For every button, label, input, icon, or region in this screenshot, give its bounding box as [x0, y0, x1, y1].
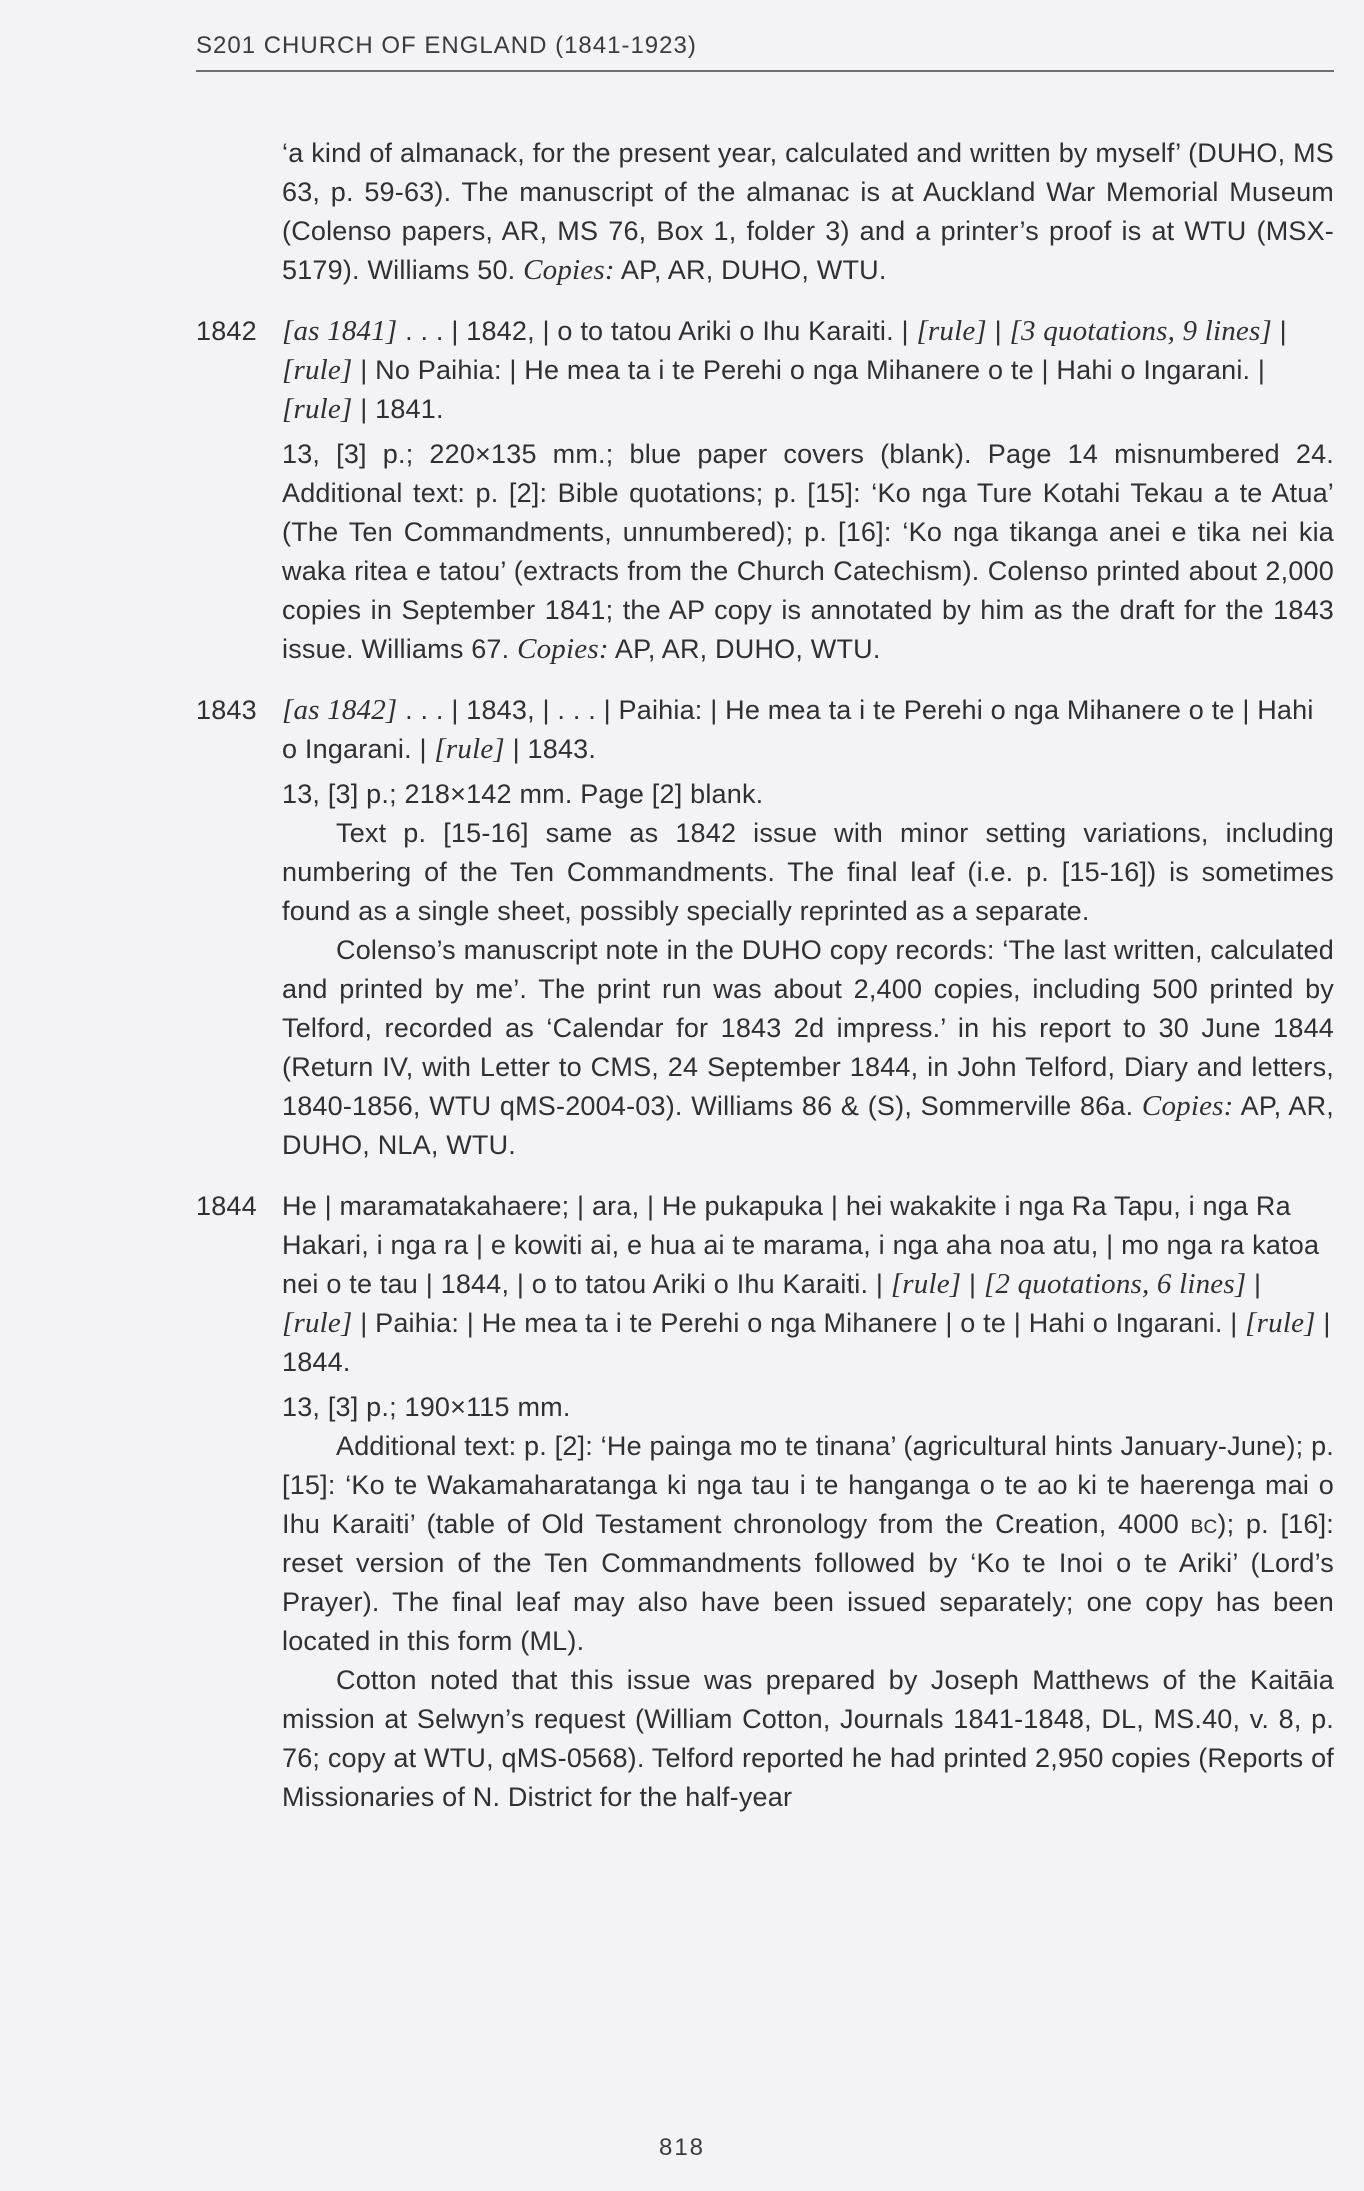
intro-text: ‘a kind of almanack, for the present year, calculated and written by myself’ (DUHO, MS 63, p. 59-63). The manuscript of the almanac is at Auckland War Memorial Museum (Colenso papers, AR, MS 76, Box 1, folder 3) and a printer’s proof is at WTU (MSX-5179). Williams 50.: [282, 138, 1334, 285]
running-head: S201 CHURCH OF ENGLAND (1841-1923): [196, 32, 697, 59]
entry-year: 1843: [196, 695, 257, 725]
header-rule: [196, 70, 1334, 72]
entry-year: 1842: [196, 316, 257, 346]
entry-title: [as 1842] . . . | 1843, | . . . | Paihia: | He mea ta i te Perehi o nga Mihanere o te | Hahi o Ingarani. | [rule] | 1843.: [282, 694, 1314, 765]
entry-title: [as 1841] . . . | 1842, | o to tatou Ariki o Ihu Karaiti. | [rule] | [3 quotations, 9 lines] | [rule] | No Paihia: | He mea ta i te Perehi o nga Mihanere o te | Hahi o Ingarani. | [rule] | 1841.: [282, 315, 1287, 425]
entry-1843-title: [196, 691, 1334, 769]
intro-copies: AP, AR, DUHO, WTU.: [614, 255, 887, 285]
page-number: 818: [658, 2134, 706, 2161]
entry-1842-description: 13, [3] p.; 220×135 mm.; blue paper covers (blank). Page 14 misnumbered 24. Additional text: p. [2]: Bible quotations; p. [15]: ‘Ko nga Ture Kotahi Tekau a te Atua’ (The Ten Commandments, unnumbered); p. [16]: ‘Ko nga tikanga anei e tika nei kia waka ritea e tatou’ (extracts from the Church Catechism). Colenso printed about 2,000 copies in September 1841; the AP copy is annotated by him as the draft for the 1843 issue. Williams 67. Copies: AP, AR, DUHO, WTU.: [282, 439, 1334, 665]
entry-title: He | maramatakahaere; | ara, | He pukapuka | hei wakakite i nga Ra Tapu, i nga Ra Hakari, i nga ra | e kowiti ai, e hua ai te marama, i nga aha noa atu, | mo nga ra katoa nei o te tau | 1844, | o to tatou Ariki o Ihu Karaiti. | [rule] | [2 quotations, 6 lines] | [rule] | Paihia: | He mea ta i te Perehi o nga Mihanere | o te | Hahi o Ingarani. | [rule] | 1844.: [282, 1191, 1331, 1377]
copies-label: Copies:: [523, 254, 615, 286]
entry-year: 1844: [196, 1191, 257, 1221]
entry-1842-title: [196, 312, 1334, 429]
entry-1843-description: 13, [3] p.; 218×142 mm. Page [2] blank. Text p. [15-16] same as 1842 issue with minor setting variations, including numbering of the Ten Commandments. The final leaf (i.e. p. [15-16]) is sometimes found as a single sheet, possibly specially reprinted as a separate. Colenso’s manuscript note in the DUHO copy records: ‘The last written, calculated and printed by me’. The print run was about 2,400 copies, including 500 printed by Telford, recorded as ‘Calendar for 1843 2d impress.’ in his report to 30 June 1844 (Return IV, with Letter to CMS, 24 September 1844, in John Telford, Diary and letters, 1840-1856, WTU qMS-2004-03). Williams 86 & (S), Sommerville 86a. Copies: AP, AR, DUHO, NLA, WTU.: [282, 779, 1335, 1160]
intro-paragraph: [282, 134, 1334, 290]
entry-1844-description: 13, [3] p.; 190×115 mm. Additional text: p. [2]: ‘He painga mo te tinana’ (agricultural hints January-June); p. [15]: ‘Ko te Wakamaharatanga ki nga tau i te hanganga o te ao ki te haerenga mai o Ihu Karaiti’ (table of Old Testament chronology from the Creation, 4000 bc); p. [16]: reset version of the Ten Commandments followed by ‘Ko te Inoi o te Ariki’ (Lord’s Prayer). The final leaf may also have been issued separately; one copy has been located in this form (ML). Cotton noted that this issue was prepared by Joseph Matthews of the Kaitāia mission at Selwyn’s request (William Cotton, Journals 1841-1848, DL, MS.40, v. 8, p. 76; copy at WTU, qMS-0568). Telford reported he had printed 2,950 copies (Reports of Missionaries of N. District for the half-year: [282, 1392, 1334, 1812]
body-text: [196, 134, 1334, 1817]
entry-1844-title: [196, 1187, 1334, 1382]
